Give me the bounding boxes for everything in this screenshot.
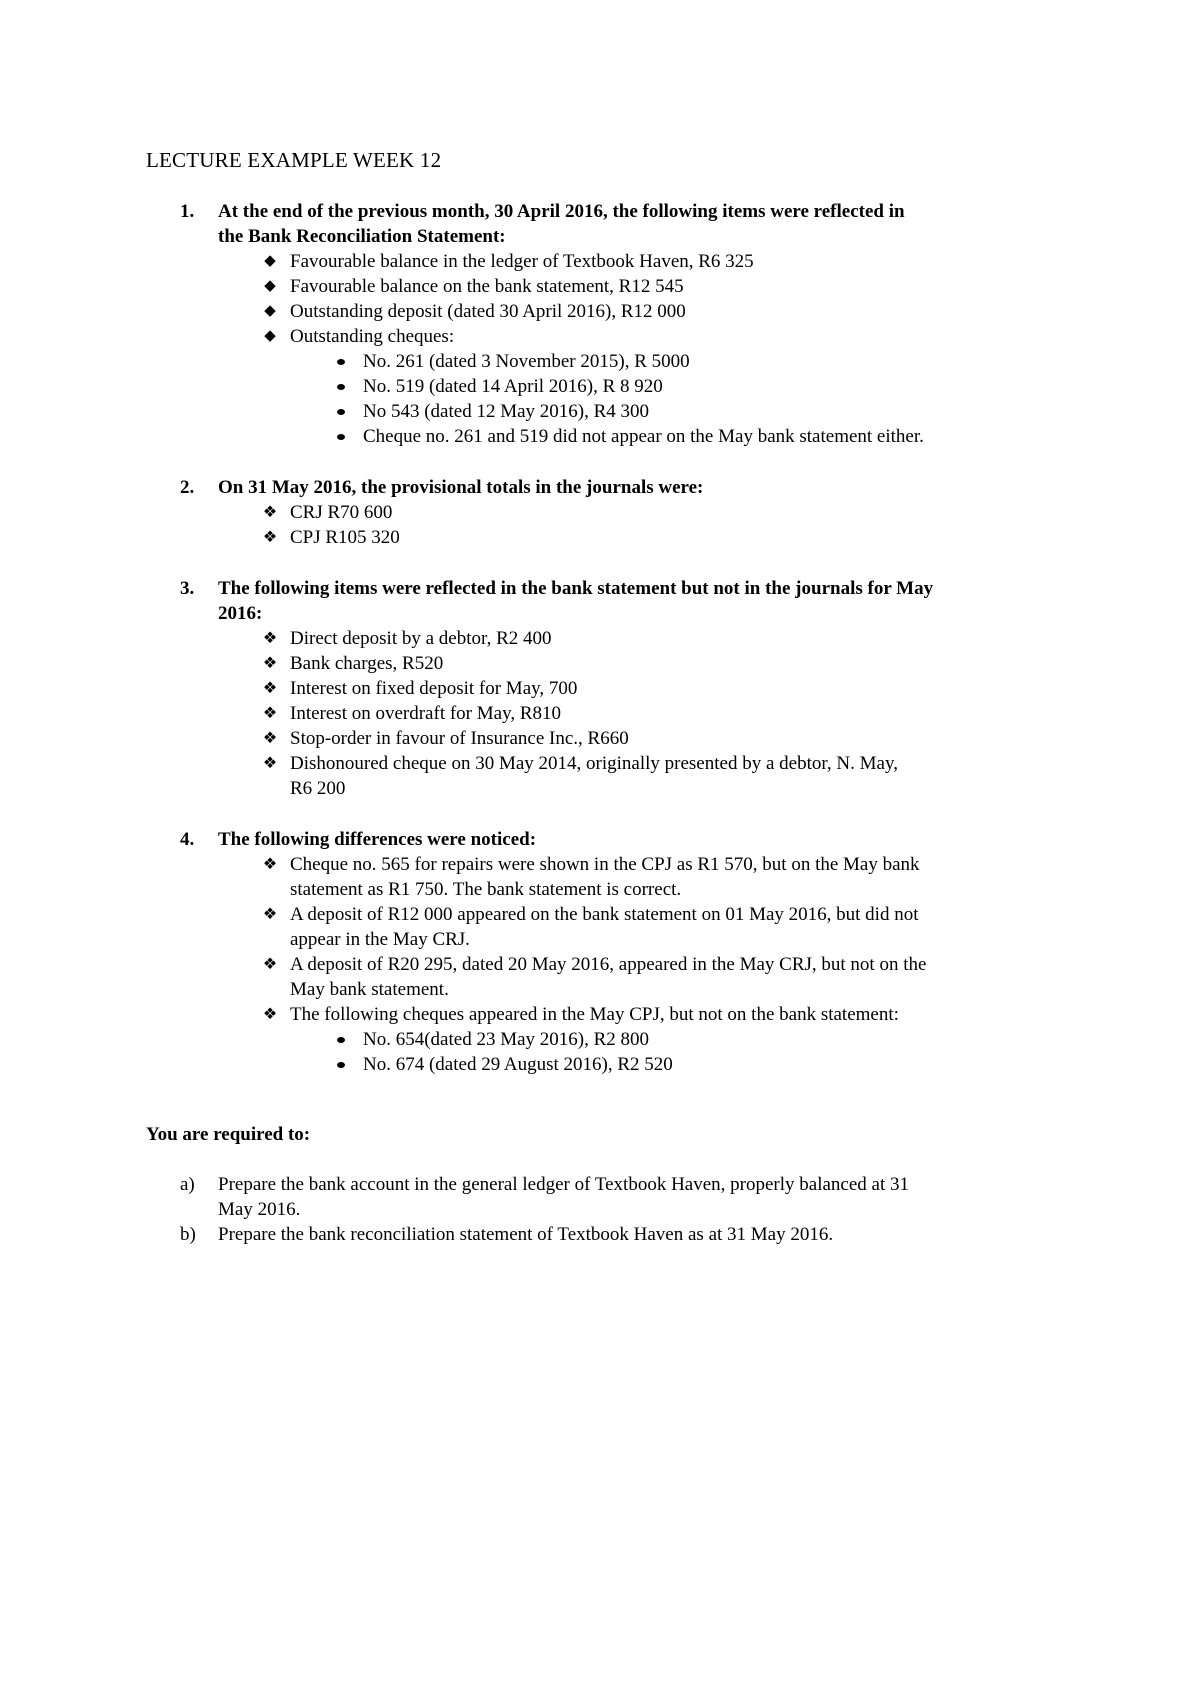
list-item-cont: R6 200	[290, 778, 346, 799]
section-heading-cont: 2016:	[218, 603, 263, 624]
section-heading: The following items were reflected in the bank statement but not in the journals for May	[218, 578, 934, 599]
section-number: 3.	[180, 578, 195, 599]
dot-bullet-icon	[333, 349, 349, 374]
list-item: Favourable balance in the ledger of Textbook Haven, R6 325	[290, 251, 754, 272]
requirement-text: Prepare the bank reconciliation statement of Textbook Haven as at 31 May 2016.	[218, 1224, 834, 1245]
list-item: Bank charges, R520	[290, 653, 444, 674]
star-bullet-icon: ❖	[262, 856, 278, 873]
list-item: Interest on fixed deposit for May, 700	[290, 678, 578, 699]
dot-bullet-icon	[333, 1052, 349, 1077]
list-item-cont: appear in the May CRJ.	[290, 929, 470, 950]
dot-bullet-icon	[333, 374, 349, 399]
list-item: Outstanding cheques:	[290, 326, 455, 347]
list-item: Cheque no. 565 for repairs were shown in the CPJ as R1 570, but on the May bank	[290, 854, 920, 875]
section-number: 1.	[180, 201, 195, 222]
dot-bullet-icon	[333, 399, 349, 424]
section-number: 2.	[180, 477, 195, 498]
section-heading: The following differences were noticed:	[218, 829, 537, 850]
section-heading-cont: the Bank Reconciliation Statement:	[218, 226, 506, 247]
diamond-bullet-icon: ◆	[264, 303, 276, 319]
sub-list-item: Cheque no. 261 and 519 did not appear on the May bank statement either.	[363, 426, 924, 447]
star-bullet-icon: ❖	[262, 956, 278, 973]
list-item: A deposit of R12 000 appeared on the bank statement on 01 May 2016, but did not	[290, 904, 919, 925]
list-item: The following cheques appeared in the May CPJ, but not on the bank statement:	[290, 1004, 899, 1025]
sub-list-item: No 543 (dated 12 May 2016), R4 300	[363, 401, 650, 422]
star-bullet-icon: ❖	[262, 705, 278, 722]
diamond-bullet-icon: ◆	[264, 253, 276, 269]
list-item: Stop-order in favour of Insurance Inc., R660	[290, 728, 629, 749]
list-item: Direct deposit by a debtor, R2 400	[290, 628, 552, 649]
star-bullet-icon: ❖	[262, 680, 278, 697]
star-bullet-icon: ❖	[262, 1006, 278, 1023]
list-item: Interest on overdraft for May, R810	[290, 703, 562, 724]
diamond-bullet-icon: ◆	[264, 328, 276, 344]
list-item-cont: statement as R1 750. The bank statement is correct.	[290, 879, 682, 900]
requirement-text-cont: May 2016.	[218, 1199, 301, 1220]
star-bullet-icon: ❖	[262, 504, 278, 521]
sub-list-item: No. 519 (dated 14 April 2016), R 8 920	[363, 376, 663, 397]
star-bullet-icon: ❖	[262, 529, 278, 546]
diamond-bullet-icon: ◆	[264, 278, 276, 294]
list-item: A deposit of R20 295, dated 20 May 2016, appeared in the May CRJ, but not on the	[290, 954, 927, 975]
requirement-label: b)	[180, 1224, 196, 1245]
list-item: Favourable balance on the bank statement, R12 545	[290, 276, 684, 297]
page-title: LECTURE EXAMPLE WEEK 12	[146, 148, 442, 172]
section-number: 4.	[180, 829, 195, 850]
sub-list-item: No. 261 (dated 3 November 2015), R 5000	[363, 351, 690, 372]
dot-bullet-icon	[333, 1027, 349, 1052]
list-item-cont: May bank statement.	[290, 979, 449, 1000]
sub-list-item: No. 654(dated 23 May 2016), R2 800	[363, 1029, 650, 1050]
section-heading: On 31 May 2016, the provisional totals in the journals were:	[218, 477, 704, 498]
requirements-heading: You are required to:	[146, 1124, 311, 1145]
section-heading: At the end of the previous month, 30 April 2016, the following items were reflected in	[218, 201, 905, 222]
requirement-text: Prepare the bank account in the general ledger of Textbook Haven, properly balanced at 31	[218, 1174, 910, 1195]
star-bullet-icon: ❖	[262, 730, 278, 747]
list-item: Dishonoured cheque on 30 May 2014, originally presented by a debtor, N. May,	[290, 753, 898, 774]
list-item: CRJ R70 600	[290, 502, 393, 523]
star-bullet-icon: ❖	[262, 755, 278, 772]
star-bullet-icon: ❖	[262, 630, 278, 647]
star-bullet-icon: ❖	[262, 655, 278, 672]
requirement-label: a)	[180, 1174, 195, 1195]
sub-list-item: No. 674 (dated 29 August 2016), R2 520	[363, 1054, 673, 1075]
list-item: CPJ R105 320	[290, 527, 400, 548]
dot-bullet-icon	[333, 424, 349, 449]
star-bullet-icon: ❖	[262, 906, 278, 923]
list-item: Outstanding deposit (dated 30 April 2016), R12 000	[290, 301, 686, 322]
